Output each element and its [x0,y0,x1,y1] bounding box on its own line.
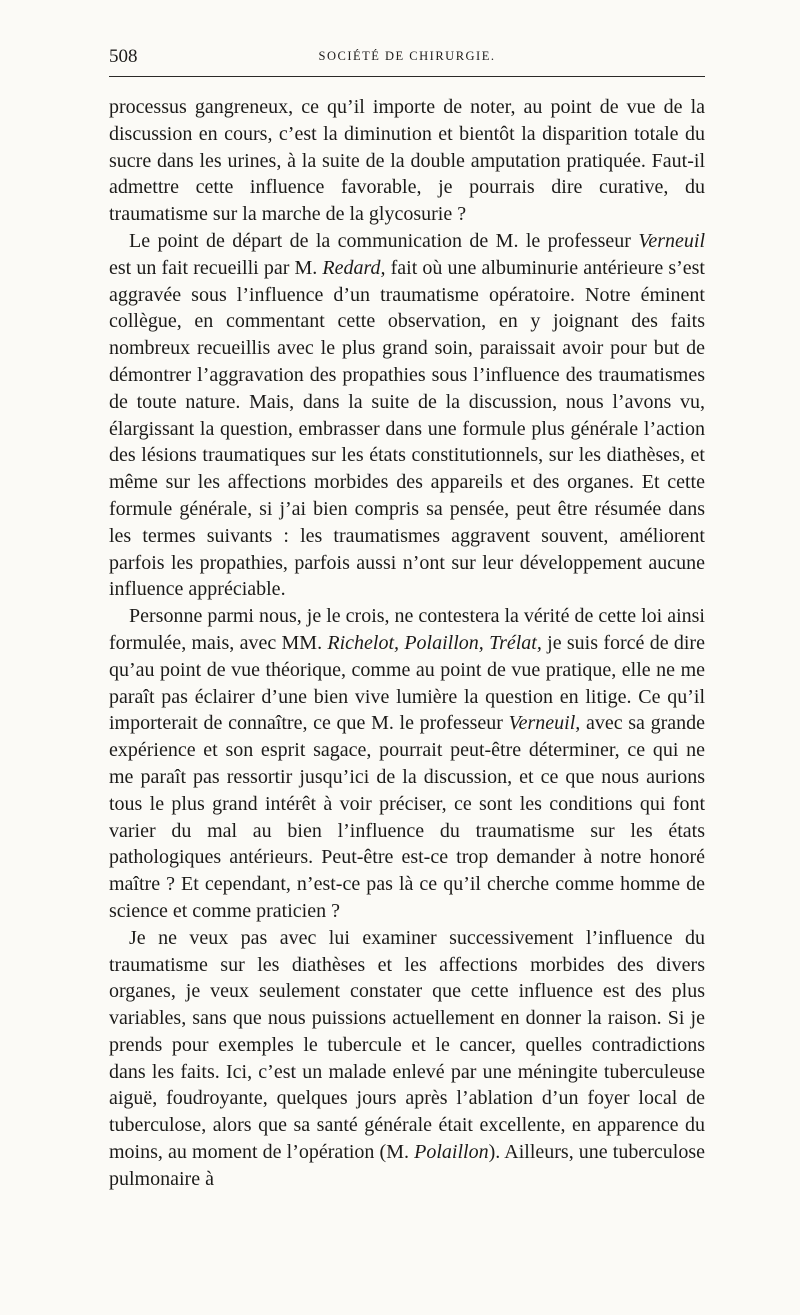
running-head: SOCIÉTÉ DE CHIRURGIE. [318,49,496,63]
text-segment: Je ne veux pas avec lui examiner successivement l’influence du traumatisme sur les diathèses et les affections morbides des divers organes, je veux seulement constater que cette influence est des plus variables, sans que nous puissions actuellement en donner la raison. Si je prends pour exemples le tubercule et le cancer, quelles contradictions dans les faits. Ici, c’est un malade enlevé par une méningite tuberculeuse aiguë, foudroyante, quelques jours après l’ablation d’un foyer local de tuberculose, alors que sa santé générale était excellente, en apparence du moins, au moment de l’opération (M. [109,926,705,1164]
text-segment: processus gangreneux, ce qu’il importe de noter, au point de vue de la discussion en cours, c’est la diminution et bientôt la disparition totale du sucre dans les urines, à la suite de la double amputation pratiquée. Faut-il admettre cette influence favorable, je pourrais dire curative, du traumatisme sur la marche de la glycosurie ? [109,96,705,226]
text-segment: je suis forcé de dire qu’au point de vue théorique, comme au point de vue pratique, elle ne me paraît pas éclairer d’une bien vive lumière la question en litige. Ce qu’il importerait de connaître, ce que M. le professeur [109,631,705,735]
page-header [109,46,705,70]
italic-name: Polaillon [414,1141,489,1164]
body-text [109,94,705,1193]
text-segment: Personne parmi nous, je le crois, ne contestera la vérité de cette loi ainsi formulée, mais, avec MM. [109,605,705,654]
text-segment: Le point de départ de la communication de M. le professeur [129,229,639,252]
text-segment: fait où une albuminurie antérieure s’est aggravée sous l’influence d’un traumatisme opératoire. Notre éminent collègue, en commentant cette observation, en y joignant des faits nombreux recueillis avec le plus grand soin, paraissait avoir pour but de démontrer l’aggravation des propathies sous l’influence des traumatismes de toute nature. Mais, dans la suite de la discussion, nous l’avons vu, élargissant la question, embrasser dans une formule plus générale l’action des lésions traumatiques sur les états constitutionnels, sur les diathèses, et même sur les affections morbides des appareils et des organes. Et cette formule générale, si j’ai bien compris sa pensée, peut être résumée dans les termes suivants : les traumatismes aggravent souvent, améliorent parfois les propathies, parfois aussi n’ont sur leur développement aucune influence appréciable. [109,256,705,601]
text-segment: avec sa grande expérience et son esprit sagace, pourrait peut-être déterminer, ce qui ne me paraît pas ressortir jusqu’ici de la discussion, et ce que nous aurions tous le plus grand intérêt à voir préciser, ce sont les conditions qui font varier du mal au bien l’influence du traumatisme sur les états pathologiques antérieurs. Peut-être est-ce trop demander à notre honoré maître ? Et cependant, n’est-ce pas là ce qu’il cherche comme homme de science et comme praticien ? [109,712,705,922]
header-rule [109,76,705,77]
page-number: 508 [109,46,138,67]
paragraph-3 [109,603,705,925]
text-segment: est un fait recueilli par M. [109,256,323,279]
italic-name: Richelot, Polaillon, Trélat, [327,631,542,654]
italic-name: Verneuil [638,229,705,252]
paragraph-2 [109,228,705,603]
paragraph-1 [109,94,705,228]
text-segment: ). Ailleurs, une tuberculose pulmonaire à [109,1141,705,1190]
italic-name: Verneuil, [508,712,581,735]
italic-name: Redard, [322,256,386,279]
paragraph-4 [109,925,705,1193]
